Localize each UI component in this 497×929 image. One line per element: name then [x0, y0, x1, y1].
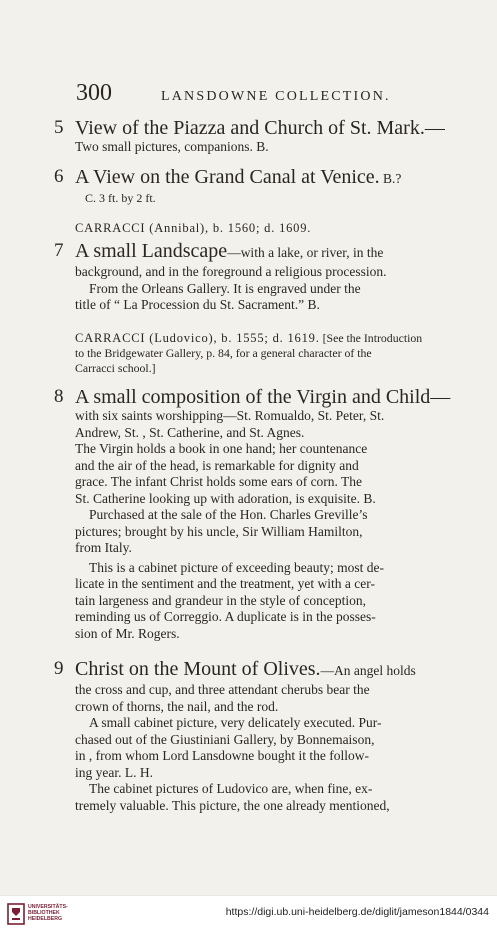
- entry-title: A small composition of the Virgin and Child—: [75, 386, 451, 409]
- library-name-line: BIBLIOTHEK: [28, 910, 60, 916]
- viewer-footer: [0, 895, 497, 929]
- catalogue-entry-5: [54, 117, 457, 156]
- entry-text: Purchased at the sale of the Hon. Charles Greville’s: [89, 507, 368, 523]
- entry-text: sion of Mr. Rogers.: [75, 625, 180, 641]
- entry-text: From the Orleans Gallery. It is engraved under the: [89, 280, 361, 296]
- catalogue-entry-7: [54, 240, 457, 314]
- university-library-logo-icon[interactable]: [7, 903, 25, 925]
- entry-title-line: [75, 166, 457, 190]
- entry-text: background, and in the foreground a religious procession.: [75, 264, 387, 279]
- entry-text: A small cabinet picture, very delicately executed. Pur-: [89, 715, 382, 731]
- artist-note: [See the Introduction: [319, 330, 423, 345]
- entry-number: 9: [54, 658, 64, 680]
- entry-text: The Virgin holds a book in one hand; her countenance: [75, 441, 368, 457]
- entry-text: with six saints worshipping—St. Romualdo, St. Peter, St.: [75, 408, 385, 424]
- entry-title-rest: B.?: [379, 170, 402, 186]
- catalogue-entry-9: [54, 658, 457, 814]
- artist-note: Carracci school.]: [75, 361, 156, 376]
- entry-dimensions: C. 3 ft. by 2 ft.: [85, 190, 156, 205]
- entry-text: crown of thorns, the nail, and the rod.: [75, 698, 279, 714]
- entry-title: Christ on the Mount of Olives.: [75, 658, 321, 681]
- artist-name: CARRACCI (Ludovico), b. 1555; d. 1619.: [75, 330, 320, 345]
- entry-text: licate in the sentiment and the treatment, yet with a cer-: [75, 576, 375, 592]
- entry-number: 5: [54, 117, 64, 138]
- entry-text: Andrew, St. , St. Catherine, and St. Agnes.: [75, 424, 305, 440]
- entry-text: from Italy.: [75, 540, 132, 556]
- entry-number: 7: [54, 240, 64, 261]
- entry-text: grace. The infant Christ holds some ears of corn. The: [75, 474, 363, 490]
- entry-title-rest: —with a lake, or river, in the: [227, 245, 384, 260]
- entry-title: A View on the Grand Canal at Venice.: [75, 165, 380, 188]
- entry-text: chased out of the Giustiniani Gallery, by Bonnemaison,: [75, 731, 375, 747]
- entry-text: pictures; brought by his uncle, Sir William Hamilton,: [75, 523, 363, 539]
- entry-text: tremely valuable. This picture, the one already mentioned,: [75, 797, 390, 813]
- page-header: [76, 80, 457, 108]
- library-name: [28, 904, 68, 922]
- artist-heading-ludovico: [75, 330, 457, 377]
- entry-title-line: [75, 240, 457, 264]
- page-number: 300: [76, 80, 112, 106]
- running-head: LANSDOWNE COLLECTION.: [161, 89, 391, 104]
- entry-number: 6: [54, 165, 64, 187]
- artist-heading-annibal: CARRACCI (Annibal), b. 1560; d. 1609.: [75, 221, 312, 235]
- entry-text: reminding us of Correggio. A duplicate is in the posses-: [75, 609, 376, 625]
- catalogue-entry-6: [54, 165, 457, 207]
- entry-text: title of “ La Procession du St. Sacrament.” B.: [75, 297, 320, 312]
- entry-title-line: [75, 658, 457, 682]
- entry-number: 8: [54, 386, 64, 408]
- entry-text: The cabinet pictures of Ludovico are, when fine, ex-: [89, 781, 373, 797]
- entry-text: tain largeness and grandeur in the style of conception,: [75, 592, 367, 608]
- catalogue-entry-8: [54, 386, 457, 642]
- library-name-line: HEIDELBERG: [28, 916, 63, 922]
- entry-title-rest: —An angel holds: [320, 663, 416, 679]
- entry-text: St. Catherine looking up with adoration, is exquisite. B.: [75, 490, 376, 506]
- artist-note-line: [75, 330, 457, 346]
- library-name-line: UNIVERSITÄTS-: [28, 904, 68, 910]
- entry-text: the cross and cup, and three attendant cherubs bear the: [75, 682, 370, 698]
- entry-text: This is a cabinet picture of exceeding beauty; most de-: [89, 559, 385, 575]
- entry-text: Two small pictures, companions. B.: [75, 139, 269, 154]
- artist-note: to the Bridgewater Gallery, p. 84, for a general character of the: [75, 345, 372, 360]
- permalink-url[interactable]: https://digi.ub.uni-heidelberg.de/diglit/jameson1844/0344: [225, 906, 489, 918]
- entry-text: and the air of the head, is remarkable for dignity and: [75, 457, 359, 473]
- entry-title: A small Landscape: [75, 240, 228, 262]
- page-body: [54, 117, 457, 814]
- entry-title: View of the Piazza and Church of St. Mark.—: [75, 117, 445, 139]
- entry-text: in , from whom Lord Lansdowne bought it the follow-: [75, 748, 369, 764]
- entry-text: ing year. L. H.: [75, 764, 153, 780]
